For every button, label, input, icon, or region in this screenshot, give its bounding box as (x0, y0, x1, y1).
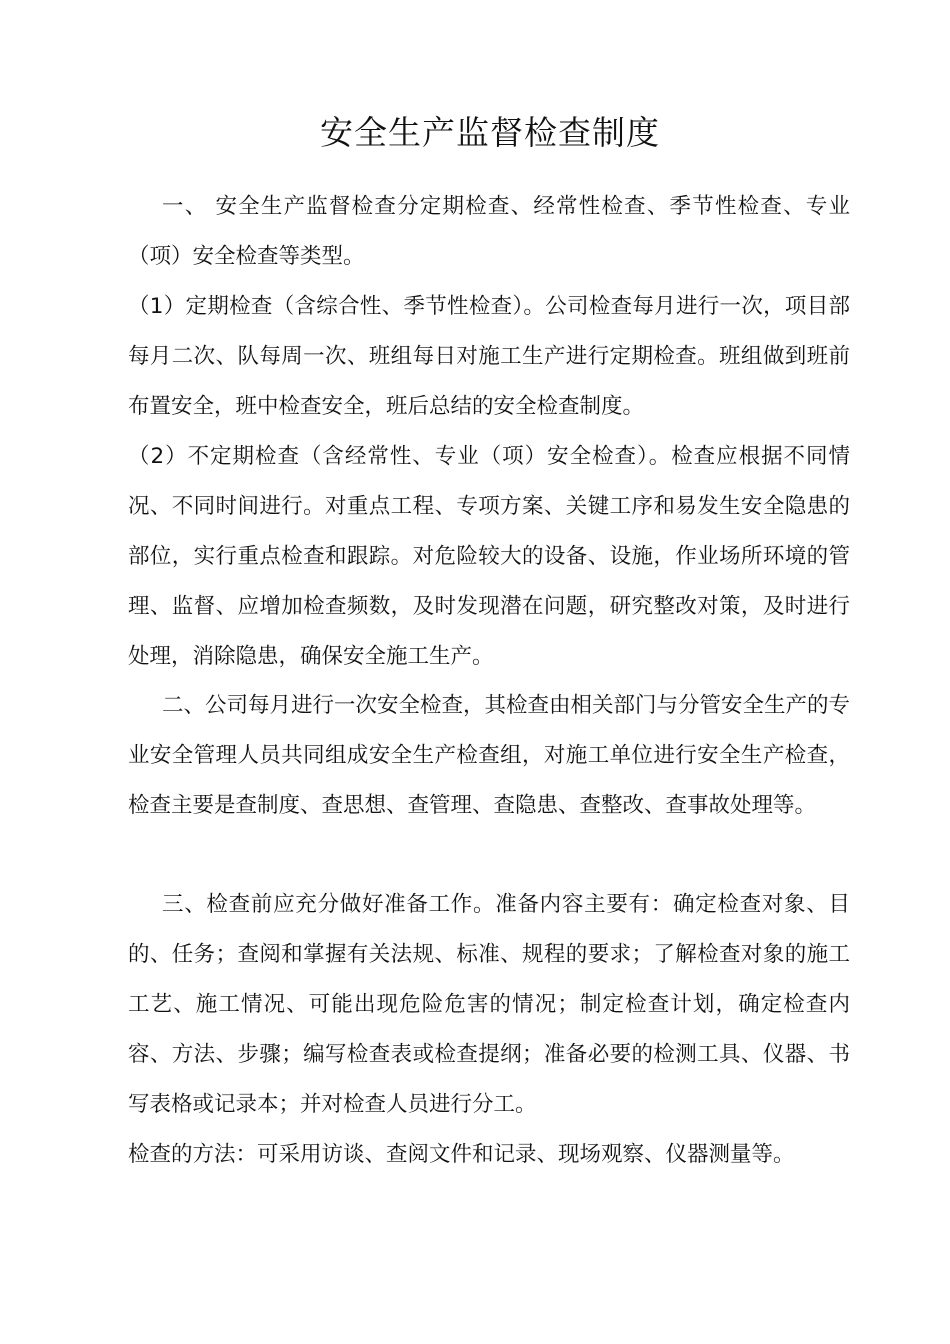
paragraph-inspection-methods: 检查的方法：可采用访谈、查阅文件和记录、现场观察、仪器测量等。 (128, 1142, 795, 1167)
paragraph-periodic-inspection: （1）定期检查（含综合性、季节性检查）。公司检查每月进行一次，项目部每月二次、队每周一次、班组每日对施工生产进行定期检查。班组做到班前布置安全，班中检查安全，班后总结的安全检查制度。 (128, 294, 850, 419)
paragraph-inspection-preparation: 三、检查前应充分做好准备工作。准备内容主要有：确定检查对象、目的、任务；查阅和掌握有关法规、标准、规程的要求；了解检查对象的施工工艺、施工情况、可能出现危险危害的情况；制定检查计划，确定检查内容、方法、步骤；编写检查表或检查提纲；准备必要的检测工具、仪器、书写表格或记录本；并对检查人员进行分工。 (128, 892, 850, 1117)
paragraph-irregular-inspection: （2）不定期检查（含经常性、专业（项）安全检查）。检查应根据不同情况、不同时间进行。对重点工程、专项方案、关键工序和易发生安全隐患的部位，实行重点检查和跟踪。对危险较大的设备、设施，作业场所环境的管理、监督、应增加检查频数，及时发现潜在问题，研究整改对策，及时进行处理，消除隐患，确保安全施工生产。 (128, 444, 850, 669)
paragraph-inspection-types: 一、 安全生产监督检查分定期检查、经常性检查、季节性检查、专业（项）安全检查等类型。 (128, 194, 850, 269)
paragraph-monthly-company-inspection: 二、公司每月进行一次安全检查，其检查由相关部门与分管安全生产的专业安全管理人员共同组成安全生产检查组，对施工单位进行安全生产检查，检查主要是查制度、查思想、查管理、查隐患、查整改、查事故处理等。 (128, 693, 851, 818)
document-title: 安全生产监督检查制度 (320, 113, 660, 152)
